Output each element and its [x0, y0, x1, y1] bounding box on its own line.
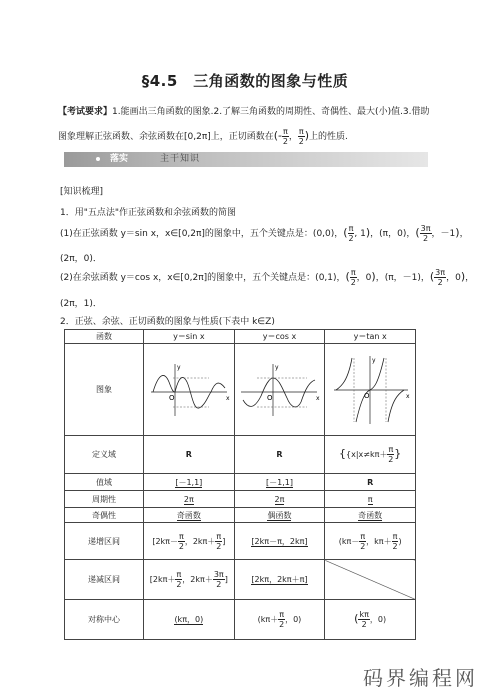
knowledge-item2: 2．正弦、余弦、正切函数的图象与性质(下表中 k∈Z)	[60, 317, 275, 327]
cos-origin: O	[267, 393, 273, 402]
tan-y-label: y	[372, 356, 376, 364]
sin-keypoints: (1)在正弦函数 y＝sin x，x∈[0,2π]的图象中，五个关键点是：(0,0)，( $\frac{\pi}{2}$ , 1)，(π，0)，( $\frac{3\pi}{2}$ ，－1)，	[60, 224, 469, 243]
table-row	[65, 330, 416, 344]
domain-label: 定义域	[65, 436, 144, 474]
tan-increase: (kπ－ $\frac{\pi}{2}$ ，kπ＋ $\frac{\pi}{2}$ )	[325, 523, 416, 560]
exam-requirements	[58, 100, 442, 149]
sin-parity: 奇函数	[144, 508, 235, 523]
knowledge-heading: [知识梳理]	[60, 187, 104, 197]
sin-origin: O	[168, 393, 175, 402]
interval-open: (-	[273, 129, 283, 142]
header-function: 函数	[65, 330, 144, 344]
sin-graph-cell	[144, 344, 235, 436]
tan-graph-cell	[325, 344, 416, 436]
table-row	[65, 523, 416, 560]
watermark-logo: 码界编程网	[363, 666, 478, 690]
sin-center: (kπ，0)	[144, 600, 235, 640]
cos-domain: R	[234, 436, 325, 474]
cos-graph-cell	[234, 344, 325, 436]
table-row	[65, 600, 416, 640]
tan-domain: {{x|x≠kπ＋ $\frac{\pi}{2}$ }	[325, 436, 416, 474]
table-row	[65, 474, 416, 491]
parity-label: 奇偶性	[65, 508, 144, 523]
header-tan: y＝tan x	[325, 330, 416, 344]
cos-line-b: (2π，1)．	[60, 299, 102, 309]
section-sublabel: 主干知识	[160, 154, 201, 164]
cos-pt2: ，0	[356, 273, 372, 283]
frac-pi-2: $\frac{\pi}{2}$	[282, 127, 288, 146]
tan-period: π	[325, 491, 416, 508]
cos-period: 2π	[234, 491, 325, 508]
tan-range: R	[325, 474, 416, 491]
tan-x-label: x	[406, 392, 410, 400]
knowledge-item1: 1．用"五点法"作正弦函数和余弦函数的简图	[60, 208, 237, 218]
requirements-tag: 【考试要求】	[58, 107, 113, 117]
requirements-text3: 上的性质.	[309, 132, 348, 142]
sin-x-label: x	[225, 394, 230, 402]
trig-properties-table	[64, 329, 416, 640]
tan-decrease-empty	[325, 560, 416, 600]
page-title: §4.5 三角函数的图象与性质	[141, 72, 349, 90]
comma: ，	[288, 132, 298, 142]
cos-increase: [2kπ－π，2kπ]	[234, 523, 325, 560]
tan-origin: O	[364, 391, 370, 400]
table-row	[65, 344, 416, 436]
sin-pt2: , 1	[354, 229, 366, 239]
cos-pt3: (π，－1)，	[384, 273, 430, 283]
sin-range: [－1,1]	[144, 474, 235, 491]
period-label: 周期性	[65, 491, 144, 508]
sin-line-a: (1)在正弦函数 y＝sin x，x∈[0,2π]的图象中，五个关键点是：(0,0)，	[60, 229, 344, 239]
cos-pt4: ，0	[446, 273, 461, 283]
cos-center: (kπ＋ $\frac{\pi}{2}$ ，0)	[234, 600, 325, 640]
sin-y-label: y	[176, 363, 181, 371]
center-label: 对称中心	[65, 600, 144, 640]
requirements-text2: 图象理解正弦函数、余弦函数在[0,2π]上，正切函数在	[58, 132, 274, 142]
tan-center: ( $\frac{k\pi}{2}$ ，0)	[325, 600, 416, 640]
cos-parity: 偶函数	[234, 508, 325, 523]
decrease-label: 递减区间	[65, 560, 144, 600]
sin-pt3: (π，0)，	[379, 229, 416, 239]
tan-graph	[328, 352, 412, 428]
section-bar	[64, 152, 428, 167]
graph-label: 图象	[65, 344, 144, 436]
sin-graph	[147, 360, 231, 420]
increase-label: 递增区间	[65, 523, 144, 560]
bullet-icon	[96, 157, 100, 161]
cos-range: [－1,1]	[234, 474, 325, 491]
table-row	[65, 560, 416, 600]
cos-x-label: x	[316, 394, 321, 402]
cos-decrease: [2kπ，2kπ＋π]	[234, 560, 325, 600]
interval-close: )	[304, 129, 309, 142]
sin-domain: R	[144, 436, 235, 474]
frac-pi-2b: $\frac{\pi}{2}$	[298, 127, 304, 146]
table-row	[65, 508, 416, 523]
sin-period: 2π	[144, 491, 235, 508]
sin-line-b: (2π，0)．	[60, 254, 102, 264]
tan-parity: 奇函数	[325, 508, 416, 523]
cos-y-label: y	[275, 363, 280, 371]
range-label: 值域	[65, 474, 144, 491]
cos-line-a: (2)在余弦函数 y＝cos x，x∈[0,2π]的图象中，五个关键点是：(0,1)，	[60, 273, 346, 283]
sin-pt4: ，－1	[431, 229, 456, 239]
header-cos: y＝cos x	[234, 330, 325, 344]
header-sin: y＝sin x	[144, 330, 235, 344]
cos-keypoints: (2)在余弦函数 y＝cos x，x∈[0,2π]的图象中，五个关键点是：(0,1)，( $\frac{\pi}{2}$ ，0)，(π，－1)，( $\frac{3\pi}{2}$ ，0)，	[60, 268, 475, 287]
table-row	[65, 436, 416, 474]
section-label: 落实	[110, 154, 129, 164]
table-row	[65, 491, 416, 508]
requirements-text1: 1.能画出三角函数的图象.2.了解三角函数的周期性、奇偶性、最大(小)值.3.借助	[112, 107, 430, 117]
cos-graph	[237, 360, 321, 420]
sin-increase: [2kπ－ $\frac{\pi}{2}$ ，2kπ＋ $\frac{\pi}{2}$ ]	[144, 523, 235, 560]
sin-decrease: [2kπ＋ $\frac{\pi}{2}$ ，2kπ＋ $\frac{3\pi}{2}$ ]	[144, 560, 235, 600]
